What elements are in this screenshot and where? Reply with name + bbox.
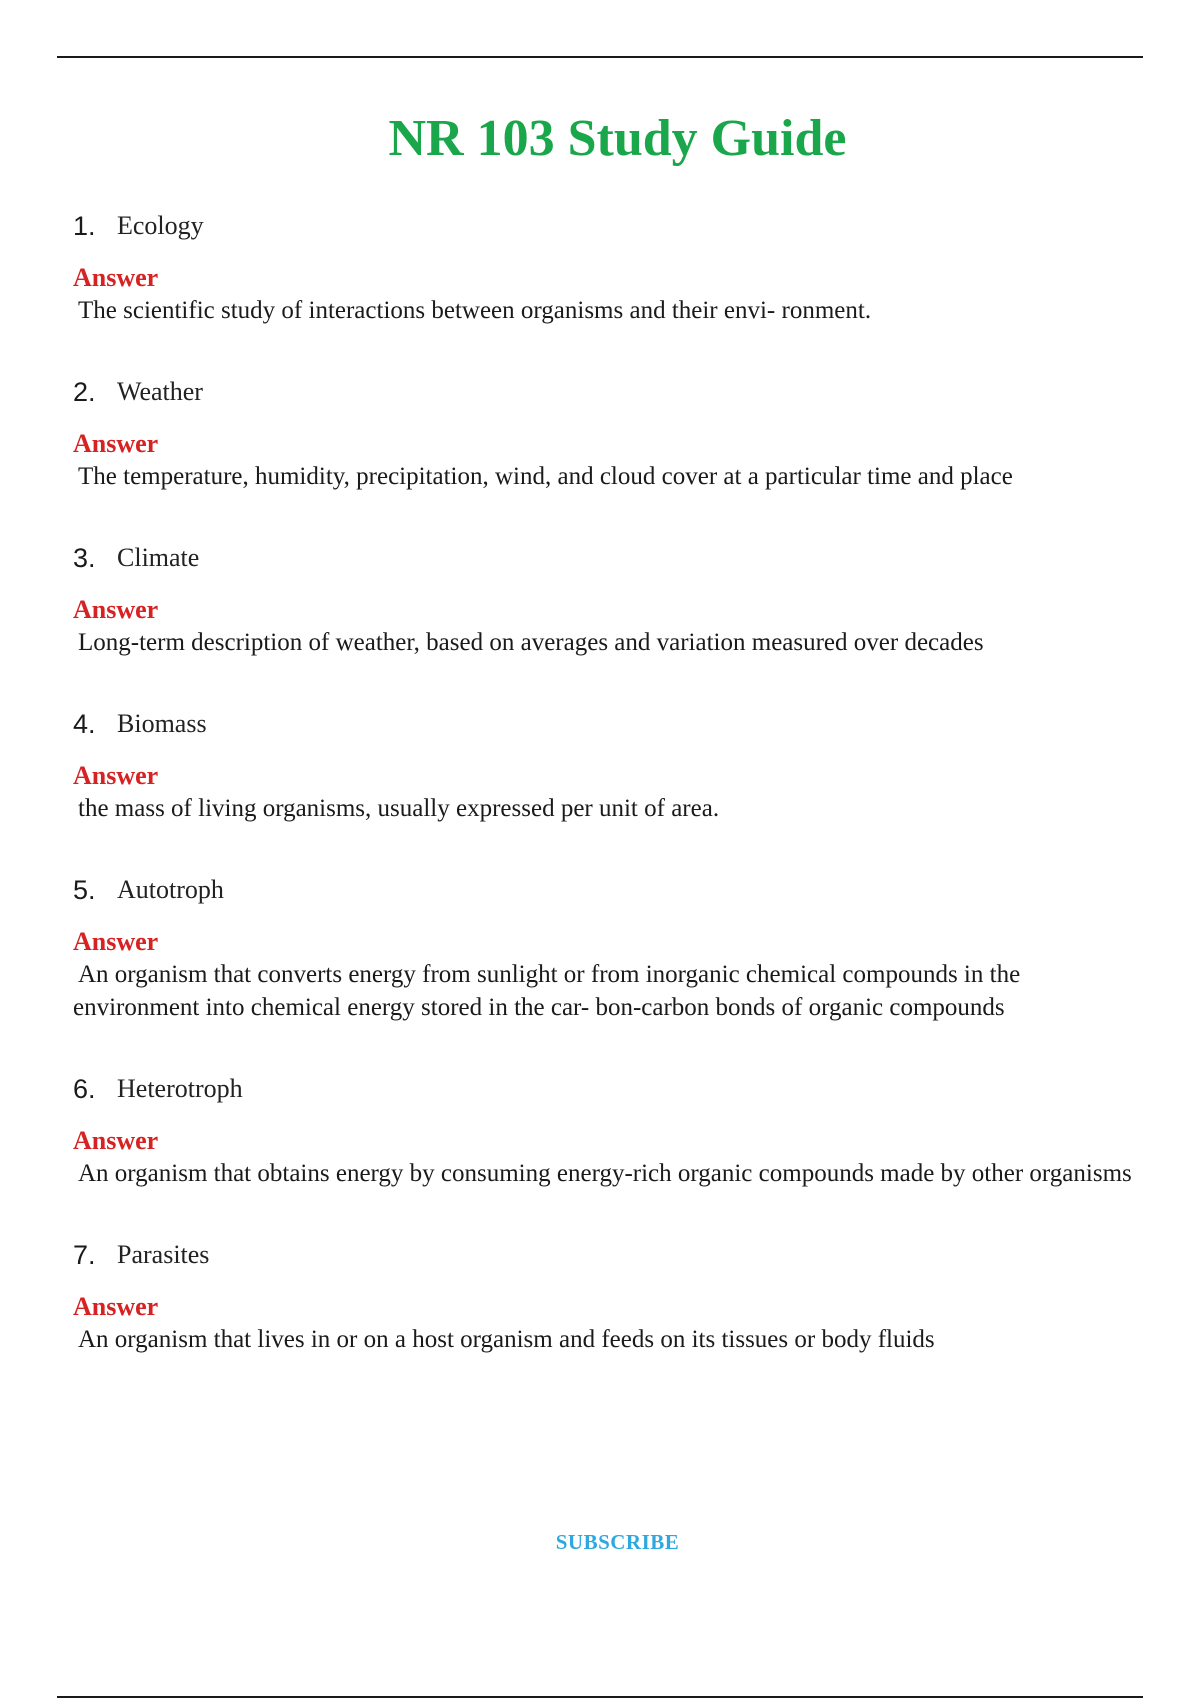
question-row (73, 368, 1133, 416)
question-term: Climate (117, 543, 200, 572)
question-number: 2. (73, 377, 96, 407)
answer-text: Long-term description of weather, based on averages and variation measured over decades (78, 629, 984, 656)
question-row (73, 202, 1133, 250)
answer-label: Answer (73, 595, 159, 624)
answer-text: The scientific study of interactions between organisms and their envi- ronment. (78, 297, 872, 324)
question-term: Parasites (117, 1240, 210, 1269)
answer-label: Answer (73, 1292, 159, 1321)
question-item (73, 534, 1133, 659)
bottom-rule (57, 1696, 1143, 1698)
question-row (73, 1065, 1133, 1113)
question-list (73, 202, 1133, 1397)
answer-text: An organism that lives in or on a host organism and feeds on its tissues or body fluids (78, 1326, 935, 1353)
question-item (73, 700, 1133, 825)
answer-label: Answer (73, 263, 159, 292)
question-number: 3. (73, 543, 96, 573)
answer-text: An organism that converts energy from sunlight or from inorganic chemical compounds in the environment into chemical energy stored in the car- bon-carbon bonds of organic compounds (73, 961, 1021, 1021)
page-title: NR 103 Study Guide (388, 109, 847, 167)
question-number: 1. (73, 211, 96, 241)
question-number: 6. (73, 1074, 96, 1104)
question-term: Heterotroph (117, 1074, 243, 1103)
question-term: Autotroph (117, 875, 224, 904)
answer-label: Answer (73, 1126, 159, 1155)
question-number: 4. (73, 709, 96, 739)
question-row (73, 534, 1133, 582)
question-term: Biomass (117, 709, 207, 738)
question-item (73, 1065, 1133, 1190)
answer-label: Answer (73, 429, 159, 458)
answer-label: Answer (73, 927, 159, 956)
question-row (73, 866, 1133, 914)
question-term: Ecology (117, 211, 204, 240)
answer-text: the mass of living organisms, usually expressed per unit of area. (78, 795, 720, 822)
answer-text: An organism that obtains energy by consuming energy-rich organic compounds made by other organisms (78, 1160, 1132, 1187)
top-rule (57, 56, 1143, 58)
question-item (73, 866, 1133, 1024)
question-number: 7. (73, 1240, 96, 1270)
question-row (73, 700, 1133, 748)
answer-text: The temperature, humidity, precipitation, wind, and cloud cover at a particular time and place (78, 463, 1013, 490)
question-row (73, 1231, 1133, 1279)
question-number: 5. (73, 875, 96, 905)
question-item (73, 368, 1133, 493)
subscribe-link[interactable]: SUBSCRIBE (555, 1530, 680, 1554)
question-item (73, 202, 1133, 327)
answer-label: Answer (73, 761, 159, 790)
question-term: Weather (117, 377, 203, 406)
question-item (73, 1231, 1133, 1356)
